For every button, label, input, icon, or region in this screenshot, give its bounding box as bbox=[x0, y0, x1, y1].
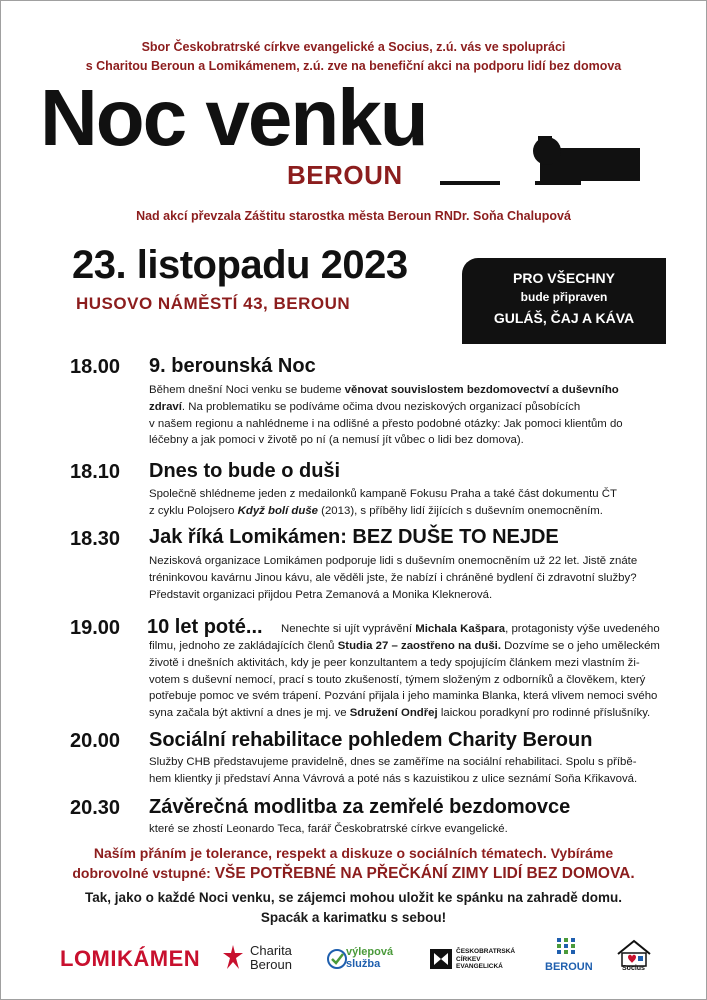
sleeping-person-icon bbox=[440, 126, 640, 192]
intro-line-1: Sbor Českobratrské církve evangelické a Socius, z.ú. vás ve spolupráci bbox=[141, 40, 566, 54]
cce-line-2: CÍRKEV bbox=[456, 955, 481, 963]
program-time: 18.10 bbox=[70, 461, 121, 483]
socius-logo-text: Socius bbox=[622, 965, 645, 972]
lomikamen-logo bbox=[60, 946, 200, 972]
desc-line: Služby CHB představujeme pravidelně, dnes se zaměříme na sociální rehabilitaci. Spolu s příbě- bbox=[149, 756, 637, 768]
desc-text: . Na problematiku se podíváme očima dvou neziskových organizací působících bbox=[181, 400, 581, 413]
event-date: 23. listopadu 2023 bbox=[72, 243, 408, 287]
vylepova-line-1: výlepová bbox=[346, 946, 394, 958]
intro-text bbox=[40, 38, 667, 76]
program-time: 18.30 bbox=[70, 528, 121, 550]
program-time: 20.00 bbox=[70, 730, 121, 752]
program-time: 19.00 bbox=[70, 617, 121, 639]
desc-line: léčebny a jak pomoci v životě po ní (a nemusí jít vůbec o lidi bez domova). bbox=[149, 434, 524, 447]
desc-text: filmu, jednoho ze zakládajících členů bbox=[149, 640, 338, 652]
desc-line: které se zhostí Leonardo Teca, farář Českobratrské církve evangelické. bbox=[149, 823, 508, 835]
vylepova-sluzba-logo bbox=[326, 944, 398, 976]
closing-info bbox=[40, 888, 667, 928]
offer-line-1: PRO VŠECHNY bbox=[513, 270, 615, 286]
program-title: Závěrečná modlitba za zemřelé bezdomovce bbox=[149, 796, 571, 818]
desc-line: životě i dnešních aktivitách, kdy je peer konzultantem a tedy spojujícím článkem mezi vlastním ži- bbox=[149, 656, 640, 669]
chalice-cross-icon bbox=[430, 949, 452, 969]
patronage-text: Nad akcí převzala Záštitu starostka města Beroun RNDr. Soňa Chalupová bbox=[136, 209, 571, 223]
closing-line-1: Naším přáním je tolerance, respekt a diskuze o sociálních tématech. Vybíráme bbox=[93, 845, 614, 861]
food-offer-box bbox=[462, 258, 666, 344]
cce-logo bbox=[430, 948, 530, 974]
desc-line: Společně shlédneme jeden z medailonků kampaně Fokusu Praha a také část dokumentu ČT bbox=[149, 488, 617, 500]
house-heart-icon bbox=[614, 938, 654, 968]
socius-logo bbox=[614, 938, 654, 974]
program-title: 10 let poté... bbox=[147, 616, 263, 638]
program-description bbox=[149, 382, 661, 449]
program-description bbox=[149, 553, 661, 603]
sleeping-person-graphic bbox=[440, 126, 640, 192]
beroun-emblem-icon bbox=[557, 938, 575, 960]
beroun-city-logo bbox=[545, 938, 593, 978]
closing-appeal bbox=[40, 843, 667, 884]
desc-text: z cyklu Polojsero bbox=[149, 504, 238, 517]
cce-line-1: ČESKOBRATRSKÁ bbox=[456, 948, 516, 955]
intro-line-2: s Charitou Beroun a Lomikámenem, z.ú. zve na benefiční akci na podporu lidí bez domova bbox=[85, 59, 622, 73]
offer-line-2: bude připraven bbox=[520, 290, 608, 304]
beroun-logo-text: BEROUN bbox=[545, 961, 593, 973]
lomikamen-logo-text: LOMIKÁMEN bbox=[60, 946, 201, 971]
desc-line: v našem regionu a nahlédneme i na odlišné a přesto podobné otázky: Jak pomoci klientům do bbox=[149, 417, 623, 430]
desc-bold: Michala Kašpara bbox=[415, 623, 506, 635]
event-address: HUSOVO NÁMĚSTÍ 43, BEROUN bbox=[76, 294, 351, 313]
desc-bold: Sdružení Ondřej bbox=[349, 707, 438, 720]
vylepova-logo-text bbox=[346, 946, 393, 970]
desc-text: (2013), s příběhy lidí žijících s duševním onemocněním. bbox=[318, 504, 603, 517]
program-title: Dnes to bude o duši bbox=[149, 460, 341, 482]
desc-bold: zdraví bbox=[149, 400, 182, 413]
cce-line-3: EVANGELICKÁ bbox=[456, 963, 503, 970]
charita-cross-icon bbox=[220, 943, 246, 973]
program-description bbox=[149, 821, 661, 838]
desc-bold: Studia 27 – zaostřeno na duši. bbox=[337, 640, 501, 652]
cce-logo-text bbox=[456, 948, 515, 971]
program-time: 20.30 bbox=[70, 797, 121, 819]
program-title: Jak říká Lomikámen: BEZ DUŠE TO NEJDE bbox=[149, 526, 559, 548]
desc-line: votem s duševní nemocí, prací s touto zkušeností, týmem složeným z odborníků a člověkem, který bbox=[149, 673, 646, 686]
offer-line-3: GULÁŠ, ČAJ A KÁVA bbox=[493, 310, 635, 326]
desc-line: potřebuje pomoc ve svém trápení. Pozvání přijala i jeho maminka Blanka, která vlivem nemoci svého bbox=[149, 690, 658, 703]
program-description bbox=[149, 754, 661, 788]
desc-text: Během dnešní Noci venku se budeme bbox=[149, 384, 345, 396]
program-description-first bbox=[281, 621, 661, 638]
event-title: Noc venku bbox=[40, 73, 427, 162]
desc-line: tréninkovou kavárnu Jinou kávu, ale věděli jste, že nabízí i chráněné bydlení či zdravotní služby? bbox=[149, 571, 637, 584]
charita-city: Beroun bbox=[250, 957, 292, 972]
check-circle-icon bbox=[326, 948, 348, 970]
vylepova-line-2: služba bbox=[346, 958, 381, 970]
desc-line: Nezisková organizace Lomikámen podporuje lidi s duševním onemocněním už 22 let. Jistě znáte bbox=[149, 555, 638, 567]
closing-line-3: Tak, jako o každé Noci venku, se zájemci mohou uložit ke spánku na zahradě domu. bbox=[85, 890, 622, 905]
program-description bbox=[149, 638, 661, 722]
desc-bold: věnovat souvislostem bezdomovectví a duševního bbox=[344, 384, 619, 396]
desc-text: Nenechte si ujít vyprávění bbox=[281, 623, 416, 635]
program-title: 9. berounská Noc bbox=[149, 355, 316, 377]
closing-line-2a: dobrovolné vstupné: bbox=[72, 865, 215, 881]
closing-line-2b: VŠE POTŘEBNÉ NA PŘEČKÁNÍ ZIMY LIDÍ BEZ DOMOVA. bbox=[214, 865, 635, 882]
desc-text: laickou poradkyní pro rodinné příslušníky. bbox=[437, 707, 651, 720]
desc-text: , protagonisty výše uvedeného bbox=[505, 623, 660, 635]
charita-name: Charita bbox=[250, 943, 292, 958]
program-time: 18.00 bbox=[70, 356, 121, 378]
program-title: Sociální rehabilitace pohledem Charity Beroun bbox=[149, 729, 593, 751]
event-subtitle: BEROUN bbox=[287, 160, 403, 190]
desc-line: hem klientky ji představí Anna Vávrová a poté nás s kazuistikou z ulice seznámí Soňa Křikavová. bbox=[149, 772, 638, 785]
desc-italic: Když bolí duše bbox=[237, 504, 319, 517]
program-description bbox=[149, 486, 661, 520]
desc-text: syna začala být aktivní a dnes je mj. ve bbox=[149, 707, 350, 720]
desc-text: Dozvíme se o jeho uměleckém bbox=[501, 640, 660, 652]
desc-line: Představit organizaci přijdou Petra Zemanová a Monika Kleknerová. bbox=[149, 588, 493, 601]
closing-line-4: Spacák a karimatku s sebou! bbox=[260, 910, 447, 925]
charita-logo bbox=[220, 943, 300, 977]
charita-logo-text bbox=[250, 944, 292, 972]
